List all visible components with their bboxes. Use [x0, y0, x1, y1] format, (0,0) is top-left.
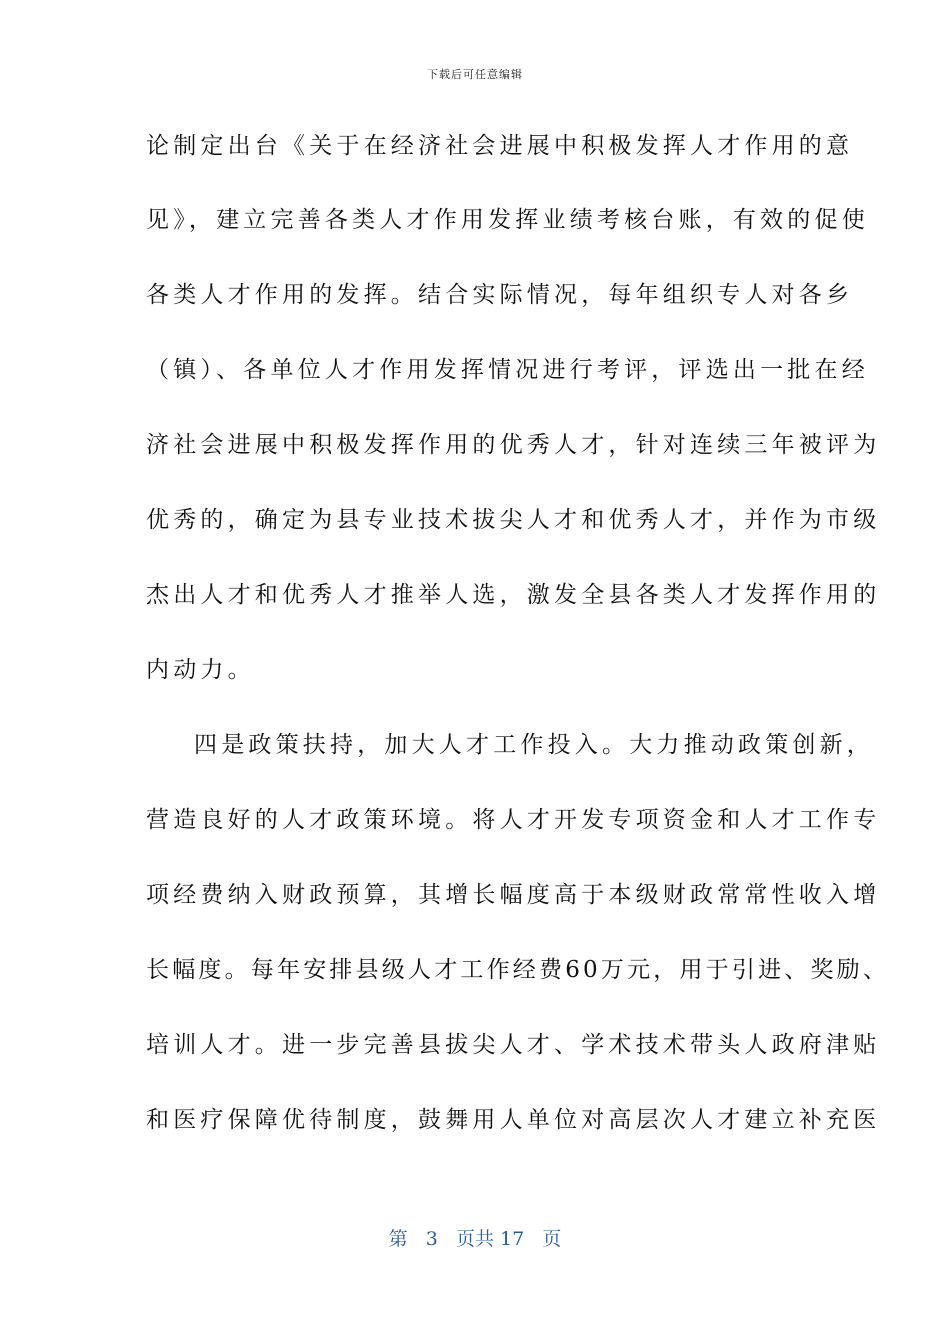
- page-suffix: 页: [542, 1228, 562, 1250]
- text-line: 营造良好的人才政策环境。将人才开发专项资金和人才工作专: [146, 807, 881, 833]
- text-line: 优秀的，确定为县专业技术拔尖人才和优秀人才，并作为市级: [146, 507, 881, 533]
- page-header-note: 下载后可任意编辑: [427, 68, 523, 81]
- total-pages-number: 17: [500, 1228, 525, 1250]
- text-line: 杰出人才和优秀人才推举人选，激发全县各类人才发挥作用的: [146, 582, 881, 608]
- text-line: （镇）、各单位人才作用发挥情况进行考评，评选出一批在经: [146, 357, 869, 383]
- text-line: 各类人才作用的发挥。结合实际情况，每年组织专人对各乡: [146, 282, 854, 308]
- page-prefix: 第: [388, 1228, 408, 1250]
- text-line: 论制定出台《关于在经济社会进展中积极发挥人才作用的意: [146, 133, 854, 159]
- text-line: 长幅度。每年安排县级人才工作经费60万元，用于引进、奖励、: [146, 957, 890, 983]
- text-line: 和医疗保障优待制度，鼓舞用人单位对高层次人才建立补充医: [146, 1107, 881, 1133]
- paragraph-first-line: 四是政策扶持，加大人才工作投入。大力推动政策创新，: [194, 732, 874, 758]
- text-line: 济社会进展中积极发挥作用的优秀人才，针对连续三年被评为: [146, 432, 881, 458]
- page-middle: 页共: [455, 1228, 494, 1250]
- text-line: 见》，建立完善各类人才作用发挥业绩考核台账，有效的促使: [146, 207, 869, 233]
- current-page-number: 3: [425, 1228, 438, 1250]
- text-line: 培训人才。进一步完善县拔尖人才、学术技术带头人政府津贴: [146, 1032, 881, 1058]
- page-number-footer: [0, 1224, 950, 1251]
- text-line: 内动力。: [146, 657, 255, 683]
- text-line: 项经费纳入财政预算，其增长幅度高于本级财政常常性收入增: [146, 882, 881, 908]
